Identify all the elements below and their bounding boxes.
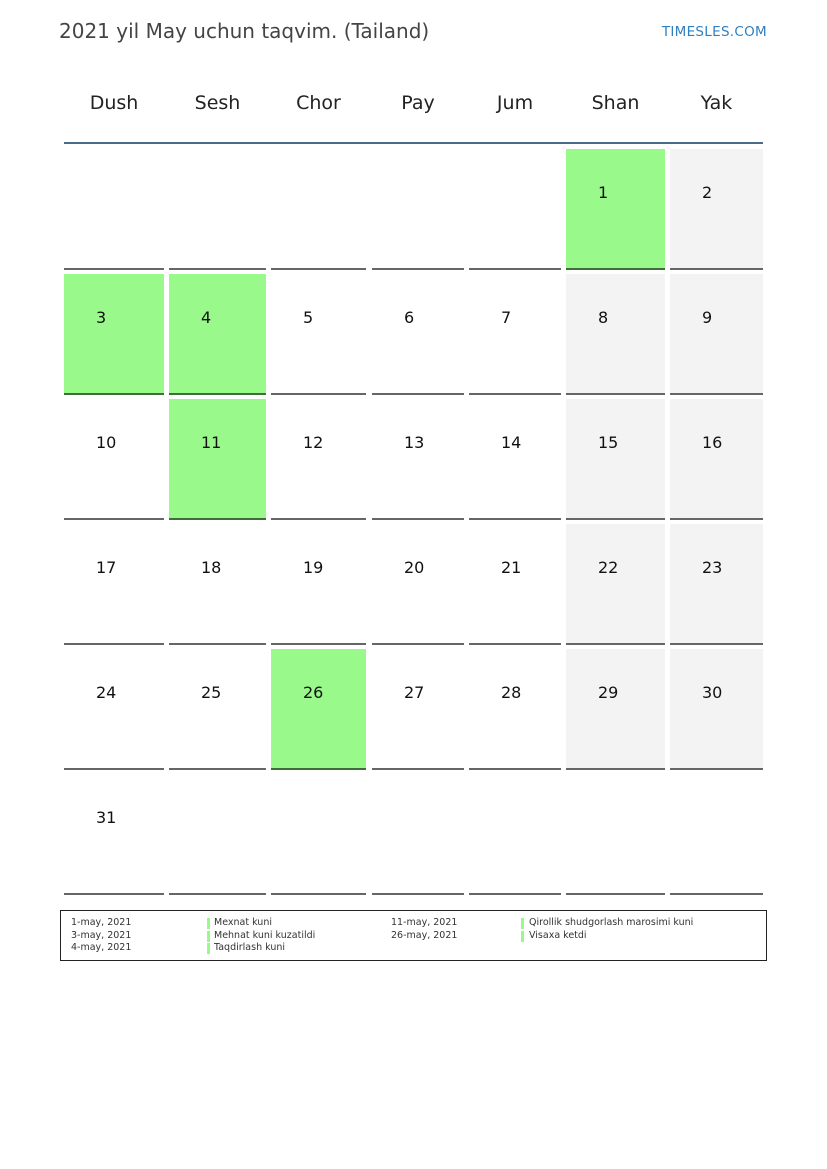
day-cell-empty	[670, 774, 763, 895]
day-cell-30	[670, 649, 763, 770]
day-cell-24	[64, 649, 164, 770]
legend-date: 11-may, 2021	[391, 917, 458, 928]
day-number: 2	[702, 183, 713, 202]
legend-holiday-name: Qirollik shudgorlash marosimi kuni	[529, 917, 694, 928]
day-cell-31	[64, 774, 164, 895]
legend-date: 3-may, 2021	[71, 929, 132, 941]
day-number: 11	[201, 433, 222, 452]
day-cell-3	[64, 274, 164, 395]
day-number: 22	[598, 558, 619, 577]
day-cell-empty	[64, 149, 164, 270]
day-cell-10	[64, 399, 164, 520]
day-cell-19	[271, 524, 366, 645]
day-number: 30	[702, 683, 723, 702]
legend-holiday-name: Mehnat kuni kuzatildi	[214, 929, 316, 941]
day-cell-4	[169, 274, 266, 395]
day-cell-28	[469, 649, 561, 770]
legend-color-marker	[207, 918, 210, 929]
day-cell-6	[372, 274, 464, 395]
day-cell-1	[566, 149, 665, 270]
day-cell-14	[469, 399, 561, 520]
day-cell-11	[169, 399, 266, 520]
weekday-dush: Dush	[89, 92, 139, 114]
day-cell-25	[169, 649, 266, 770]
day-cell-16	[670, 399, 763, 520]
weekday-jum: Jum	[496, 92, 534, 114]
day-number: 18	[201, 558, 222, 577]
legend-color-marker	[521, 931, 524, 942]
day-cell-empty	[372, 149, 464, 270]
legend-holiday-name: Visaxa ketdi	[529, 929, 587, 941]
legend-color-marker	[207, 943, 210, 954]
day-number: 16	[702, 433, 723, 452]
day-cell-20	[372, 524, 464, 645]
day-cell-empty	[469, 774, 561, 895]
day-cell-7	[469, 274, 561, 395]
day-number: 8	[598, 308, 609, 327]
day-cell-18	[169, 524, 266, 645]
day-number: 29	[598, 683, 619, 702]
weekday-pay: Pay	[401, 92, 435, 114]
day-number: 21	[501, 558, 522, 577]
day-number: 24	[96, 683, 117, 702]
day-cell-26	[271, 649, 366, 770]
weekday-sesh: Sesh	[194, 92, 241, 114]
legend-color-marker	[521, 918, 524, 929]
holiday-legend	[60, 910, 767, 961]
day-number: 3	[96, 308, 107, 327]
day-number: 5	[303, 308, 314, 327]
day-cell-9	[670, 274, 763, 395]
day-number: 10	[96, 433, 117, 452]
day-number: 31	[96, 808, 117, 827]
day-number: 25	[201, 683, 222, 702]
weekday-shan: Shan	[591, 92, 640, 114]
day-number: 19	[303, 558, 324, 577]
day-number: 26	[303, 683, 324, 702]
day-cell-29	[566, 649, 665, 770]
day-number: 27	[404, 683, 425, 702]
site-link[interactable]: TIMESLES.COM	[661, 24, 767, 40]
day-number: 20	[404, 558, 425, 577]
page-title: 2021 yil May uchun taqvim. (Tailand)	[59, 19, 430, 43]
day-number: 6	[404, 308, 415, 327]
legend-date: 4-may, 2021	[71, 942, 132, 953]
day-cell-27	[372, 649, 464, 770]
day-cell-21	[469, 524, 561, 645]
legend-holiday-name: Taqdirlash kuni	[214, 942, 285, 953]
day-cell-empty	[169, 149, 266, 270]
legend-date: 26-may, 2021	[391, 929, 458, 941]
day-cell-23	[670, 524, 763, 645]
day-cell-empty	[372, 774, 464, 895]
weekday-chor: Chor	[296, 92, 341, 114]
day-cell-empty	[566, 774, 665, 895]
day-cell-empty	[271, 149, 366, 270]
day-cell-13	[372, 399, 464, 520]
legend-color-marker	[207, 931, 210, 942]
day-cell-8	[566, 274, 665, 395]
day-cell-empty	[271, 774, 366, 895]
day-cell-5	[271, 274, 366, 395]
day-number: 14	[501, 433, 522, 452]
day-number: 7	[501, 308, 512, 327]
day-number: 15	[598, 433, 619, 452]
day-number: 12	[303, 433, 324, 452]
day-number: 9	[702, 308, 713, 327]
day-number: 17	[96, 558, 117, 577]
legend-date: 1-may, 2021	[71, 917, 132, 928]
day-cell-2	[670, 149, 763, 270]
day-number: 23	[702, 558, 723, 577]
legend-holiday-name: Mexnat kuni	[214, 917, 272, 928]
day-cell-empty	[169, 774, 266, 895]
day-cell-17	[64, 524, 164, 645]
header-divider	[64, 142, 763, 144]
day-number: 28	[501, 683, 522, 702]
day-number: 4	[201, 308, 212, 327]
day-cell-22	[566, 524, 665, 645]
day-number: 1	[598, 183, 609, 202]
day-cell-15	[566, 399, 665, 520]
day-cell-12	[271, 399, 366, 520]
day-number: 13	[404, 433, 425, 452]
day-cell-empty	[469, 149, 561, 270]
weekday-yak: Yak	[700, 92, 733, 114]
